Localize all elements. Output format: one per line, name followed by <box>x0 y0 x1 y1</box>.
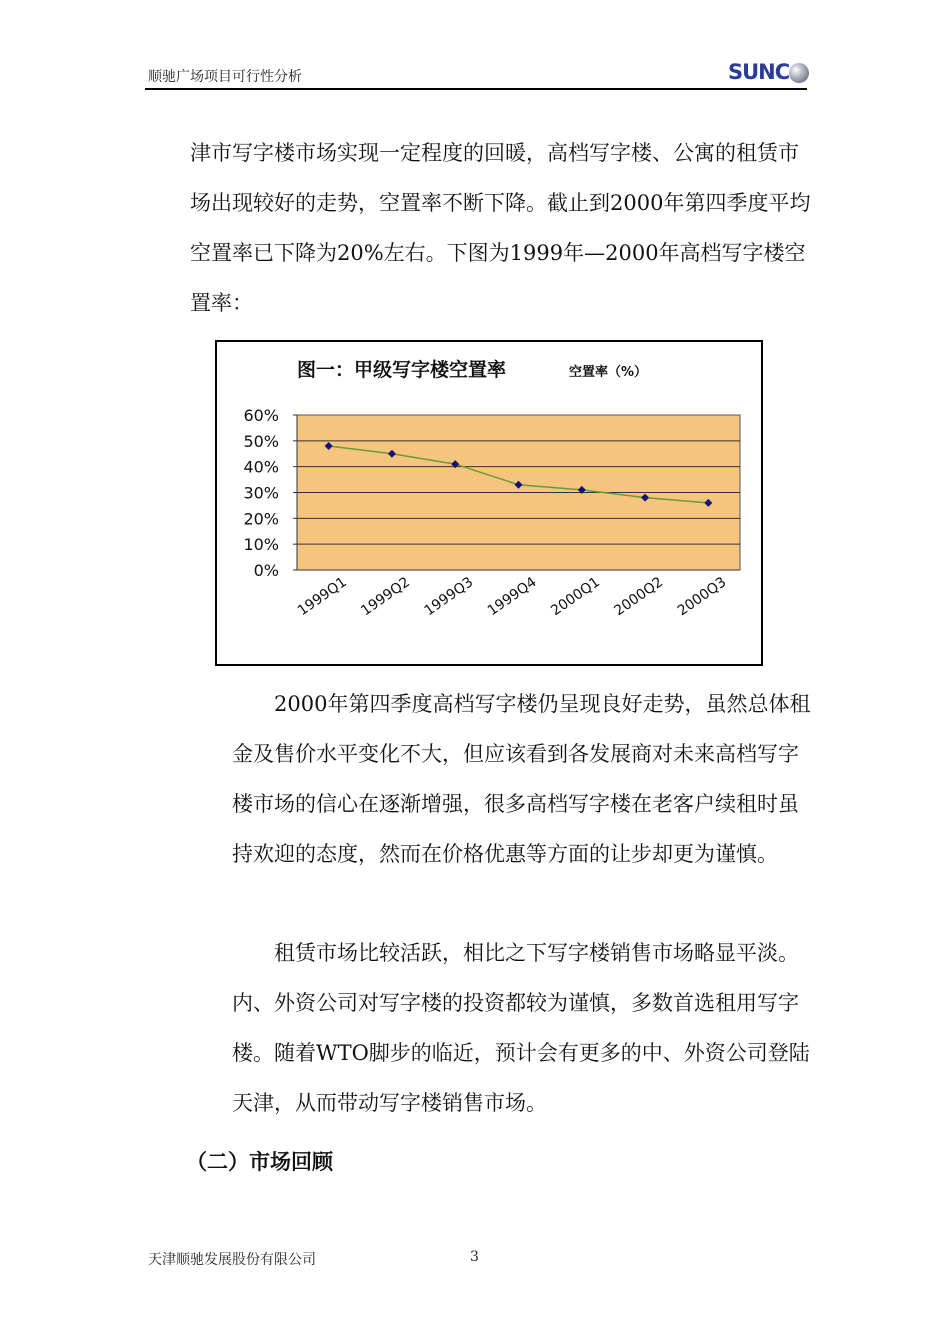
chart-y-tick-label: 0% <box>253 561 279 580</box>
chart-title: 图一：甲级写字楼空置率 <box>297 359 507 381</box>
logo-text: SUNC <box>728 60 790 84</box>
chart-y-tick-label: 40% <box>243 457 279 477</box>
body-paragraph-2: 2000年第四季度高档写字楼仍呈现良好走势，虽然总体租金及售价水平变化不大，但应该看到各发展商对未来高档写字楼市场的信心在逐渐增强，很多高档写字楼在老客户续租时虽持欢迎的态度，然而在价格优惠等方面的让步却更为谨慎。 <box>232 692 811 866</box>
body-paragraph-1: 津市写字楼市场实现一定程度的回暖，高档写字楼、公寓的租赁市场出现较好的走势，空置率不断下降。截止到2000年第四季度平均空置率已下降为20%左右。下图为1999年—2000年高档写字楼空置率： <box>190 141 811 315</box>
chart-x-tick-label: 2000Q2 <box>611 574 667 620</box>
body-paragraph-3: 租赁市场比较活跃，相比之下写字楼销售市场略显平淡。内、外资公司对写字楼的投资都较为谨慎，多数首选租用写字楼。随着WTO脚步的临近，预计会有更多的中、外资公司登陆天津，从而带动写字楼销售市场。 <box>232 941 810 1115</box>
chart-x-tick-label: 2000Q3 <box>674 574 730 620</box>
chart-y-axis-label: 空置率（%） <box>569 365 648 380</box>
chart-x-tick-label: 1999Q2 <box>358 574 413 620</box>
company-logo <box>728 58 812 88</box>
chart-canvas <box>217 342 761 664</box>
header-title: 顺驰广场项目可行性分析 <box>148 69 302 85</box>
chart-y-tick-label: 60% <box>243 406 279 425</box>
chart-y-tick-label: 30% <box>243 483 279 503</box>
vacancy-rate-chart <box>215 340 763 666</box>
chart-y-tick-label: 20% <box>243 509 279 529</box>
chart-x-tick-label: 1999Q4 <box>484 574 540 620</box>
section-heading: （二）市场回顾 <box>186 1150 333 1174</box>
footer-company: 天津顺驰发展股份有限公司 <box>148 1252 316 1268</box>
chart-x-tick-label: 1999Q3 <box>421 574 477 620</box>
chart-y-tick-label: 50% <box>243 431 279 451</box>
header-divider <box>145 88 807 90</box>
chart-y-tick-label: 10% <box>243 535 279 555</box>
page-number: 3 <box>470 1249 479 1265</box>
logo-sphere-icon <box>789 63 809 83</box>
chart-x-tick-label: 2000Q1 <box>548 574 603 620</box>
chart-x-tick-label: 1999Q1 <box>295 574 350 620</box>
